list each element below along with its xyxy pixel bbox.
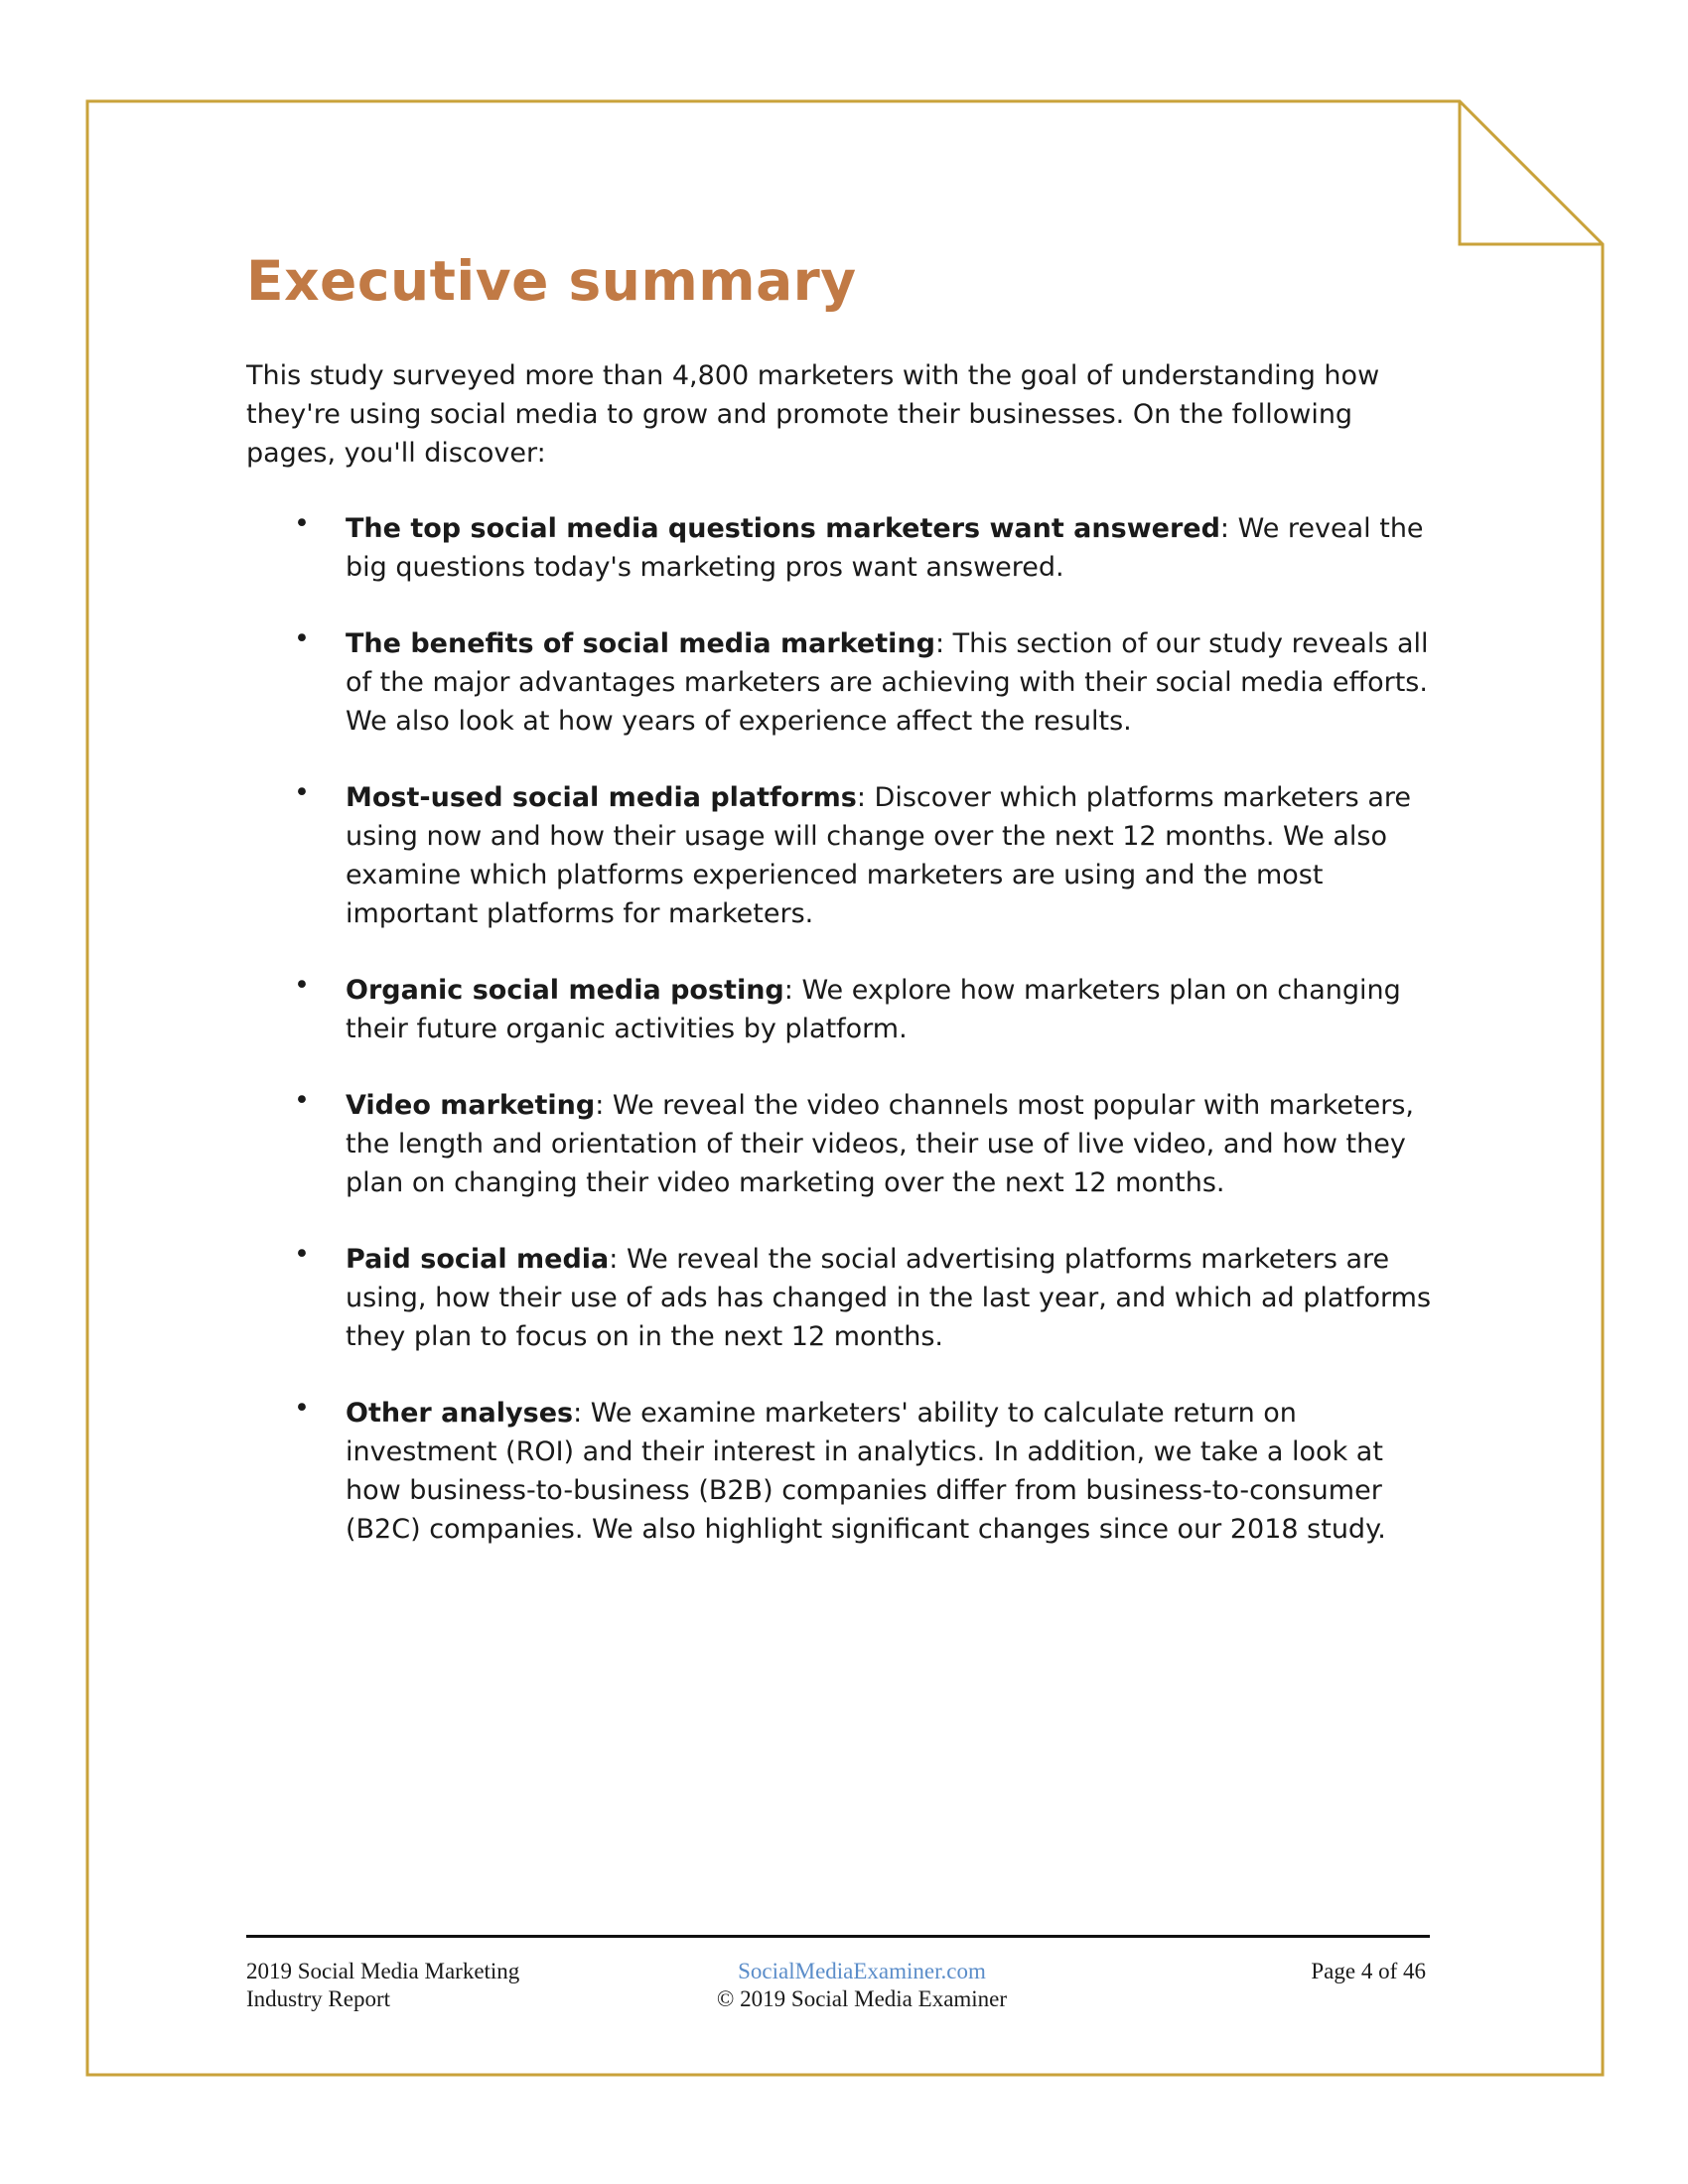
footer-report-line-2: Industry Report	[246, 1986, 391, 2011]
bullet-lead: Most-used social media platforms	[346, 782, 857, 813]
bullet-lead: Organic social media posting	[346, 975, 784, 1006]
footer-center	[643, 1958, 1080, 2013]
bullet-text: : Discover which platforms marketers are using now and how their usage will change over the next 12 months. We also examine which platforms experienced marketers are using and the most important platforms for marketers.	[346, 782, 1411, 929]
list-item	[246, 1240, 1438, 1356]
bullet-icon: •	[294, 777, 310, 808]
list-item	[246, 778, 1438, 933]
list-item	[246, 1394, 1438, 1549]
bullet-icon: •	[294, 1085, 310, 1116]
bullet-icon: •	[294, 1239, 310, 1270]
intro-paragraph: This study surveyed more than 4,800 marketers with the goal of understanding how they're using social media to grow and promote their businesses. On the following pages, you'll discover:	[246, 360, 1380, 469]
bullet-lead: Video marketing	[346, 1090, 596, 1121]
bullet-text: : We reveal the big questions today's marketing pros want answered.	[346, 513, 1424, 583]
bullet-lead: Other analyses	[346, 1398, 574, 1429]
list-item	[246, 1086, 1438, 1202]
bullet-text: : We examine marketers' ability to calculate return on investment (ROI) and their interest in analytics. In addition, we take a look at how business-to-business (B2B) companies differ from business-to-consumer (B2C) companies. We also highlight significant changes since our 2018 study.	[346, 1398, 1386, 1545]
list-item	[246, 971, 1438, 1048]
footer-divider	[246, 1935, 1430, 1938]
list-item	[246, 624, 1438, 741]
bullet-icon: •	[294, 970, 310, 1001]
bullet-lead: Paid social media	[346, 1244, 610, 1275]
summary-bullet-list	[246, 509, 1438, 1549]
bullet-icon: •	[294, 623, 310, 654]
bullet-text: : We reveal the video channels most popular with marketers, the length and orientation of their videos, their use of live video, and how they plan on changing their video marketing over the next 12 months.	[346, 1090, 1414, 1198]
bullet-lead: The benefits of social media marketing	[346, 628, 935, 659]
page-number: Page 4 of 46	[1311, 1959, 1426, 1983]
main-content	[246, 248, 1438, 1586]
footer-report-name	[246, 1958, 604, 2013]
bullet-icon: •	[294, 508, 310, 539]
copyright-text: © 2019 Social Media Examiner	[716, 1986, 1008, 2011]
site-link[interactable]: SocialMediaExaminer.com	[738, 1959, 986, 1983]
list-item	[246, 509, 1438, 587]
bullet-text: : We explore how marketers plan on changing their future organic activities by platform.	[346, 975, 1401, 1044]
footer-report-line-1: 2019 Social Media Marketing	[246, 1959, 520, 1983]
bullet-text: : This section of our study reveals all of the major advantages marketers are achieving with their social media efforts. We also look at how years of experience affect the results.	[346, 628, 1429, 737]
bullet-text: : We reveal the social advertising platforms marketers are using, how their use of ads has changed in the last year, and which ad platforms they plan to focus on in the next 12 months.	[346, 1244, 1432, 1352]
page-title: Executive summary	[246, 249, 857, 313]
bullet-icon: •	[294, 1393, 310, 1424]
bullet-lead: The top social media questions marketers want answered	[346, 513, 1220, 544]
